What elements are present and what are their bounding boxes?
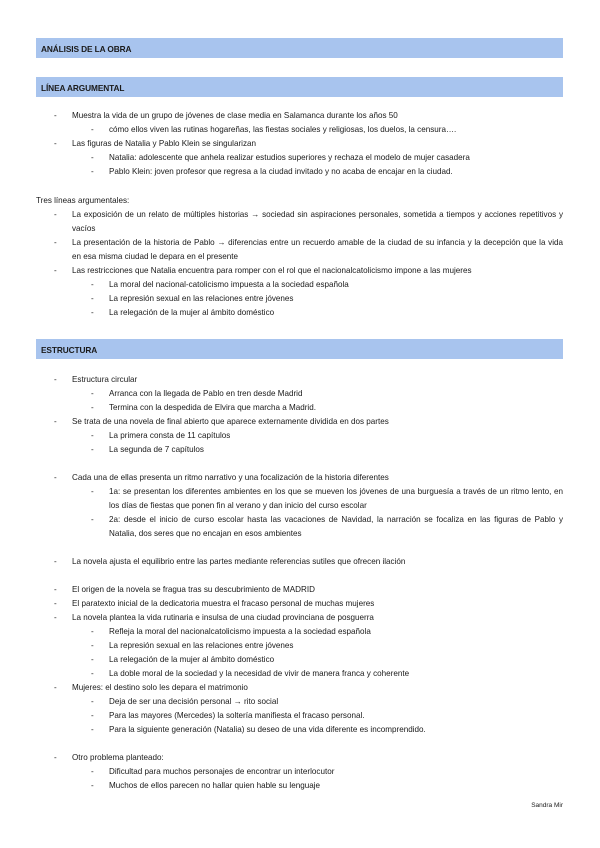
list-item: - Se trata de una novela de final abierto que aparece externamente dividida en dos partes xyxy=(36,415,563,429)
list-item: - Las restricciones que Natalia encuentra para romper con el rol que el nacionalcatolicismo impone a las mujeres xyxy=(36,264,563,278)
list-item: - Para las mayores (Mercedes) la soltería manifiesta el fracaso personal. xyxy=(36,709,563,723)
list-item: - La relegación de la mujer al ámbito doméstico xyxy=(36,653,563,667)
list-item: - Termina con la despedida de Elvira que marcha a Madrid. xyxy=(36,401,563,415)
author-signature: Sandra Mir xyxy=(531,802,563,809)
section-header-linea-argumental xyxy=(36,77,563,97)
list-item: - La primera consta de 11 capítulos xyxy=(36,429,563,443)
list-item: - Para la siguiente generación (Natalia) su deseo de una vida diferente es incomprendido. xyxy=(36,723,563,737)
section-title: ANÁLISIS DE LA OBRA xyxy=(41,44,132,54)
list-item: - La represión sexual en las relaciones entre jóvenes xyxy=(36,639,563,653)
list-item: - Muestra la vida de un grupo de jóvenes de clase media en Salamanca durante los años 50 xyxy=(36,109,563,123)
list-item: - Dificultad para muchos personajes de encontrar un interlocutor xyxy=(36,765,563,779)
list-item: - 1a: se presentan los diferentes ambientes en los que se mueven los jóvenes de una burguesía a través de un ritmo lento, en los días de fiestas que ponen fin al verano y dan inicio del curso escolar xyxy=(36,485,563,513)
list-item: - La segunda de 7 capítulos xyxy=(36,443,563,457)
estructura-list xyxy=(36,373,563,793)
list-item: - cómo ellos viven las rutinas hogareñas, las fiestas sociales y religiosas, los duelos, la censura…. xyxy=(36,123,563,137)
list-item: - Deja de ser una decisión personal → rito social xyxy=(36,695,563,709)
section-title: LÍNEA ARGUMENTAL xyxy=(41,83,125,93)
list-item: - La novela ajusta el equilibrio entre las partes mediante referencias sutiles que ofrecen ilación xyxy=(36,555,563,569)
list-item: - Natalia: adolescente que anhela realizar estudios superiores y rechaza el modelo de mujer casadera xyxy=(36,151,563,165)
list-item: - La doble moral de la sociedad y la necesidad de vivir de manera franca y coherente xyxy=(36,667,563,681)
list-item: - Estructura circular xyxy=(36,373,563,387)
list-item: - El origen de la novela se fragua tras su descubrimiento de MADRID xyxy=(36,583,563,597)
section-header-estructura xyxy=(36,339,563,359)
list-item: - 2a: desde el inicio de curso escolar hasta las vacaciones de Navidad, la narración se focaliza en las figuras de Pablo y Natalia, dos seres que no encajan en esos ambientes xyxy=(36,513,563,541)
list-item: - Muchos de ellos parecen no hallar quien hable su lenguaje xyxy=(36,779,563,793)
list-item: - Refleja la moral del nacionalcatolicismo impuesta a la sociedad española xyxy=(36,625,563,639)
subheading: Tres líneas argumentales: xyxy=(36,196,130,205)
list-item: - La exposición de un relato de múltiples historias → sociedad sin aspiraciones personales, sometida a tiempos y acciones repetitivos y vacíos xyxy=(36,208,563,236)
list-item: - La presentación de la historia de Pablo → diferencias entre un recuerdo amable de la ciudad de su infancia y la decepción que la vida en esa misma ciudad le depara en el presente xyxy=(36,236,563,264)
list-item: - Arranca con la llegada de Pablo en tren desde Madrid xyxy=(36,387,563,401)
list-item: - Otro problema planteado: xyxy=(36,751,563,765)
list-item: - Las figuras de Natalia y Pablo Klein se singularizan xyxy=(36,137,563,151)
section-header-analisis xyxy=(36,38,563,58)
list-item: - La moral del nacional-catolicismo impuesta a la sociedad española xyxy=(36,278,563,292)
list-item: - La represión sexual en las relaciones entre jóvenes xyxy=(36,292,563,306)
linea-argumental-list xyxy=(36,109,563,179)
list-item: - La relegación de la mujer al ámbito doméstico xyxy=(36,306,563,320)
section-title: ESTRUCTURA xyxy=(41,345,98,355)
tres-lineas-list xyxy=(36,194,563,320)
list-item: - El paratexto inicial de la dedicatoria muestra el fracaso personal de muchas mujeres xyxy=(36,597,563,611)
list-item: - La novela plantea la vida rutinaria e insulsa de una ciudad provinciana de posguerra xyxy=(36,611,563,625)
list-item: - Cada una de ellas presenta un ritmo narrativo y una focalización de la historia diferentes xyxy=(36,471,563,485)
list-item: - Mujeres: el destino solo les depara el matrimonio xyxy=(36,681,563,695)
list-item: - Pablo Klein: joven profesor que regresa a la ciudad invitado y no acaba de encajar en la ciudad. xyxy=(36,165,563,179)
